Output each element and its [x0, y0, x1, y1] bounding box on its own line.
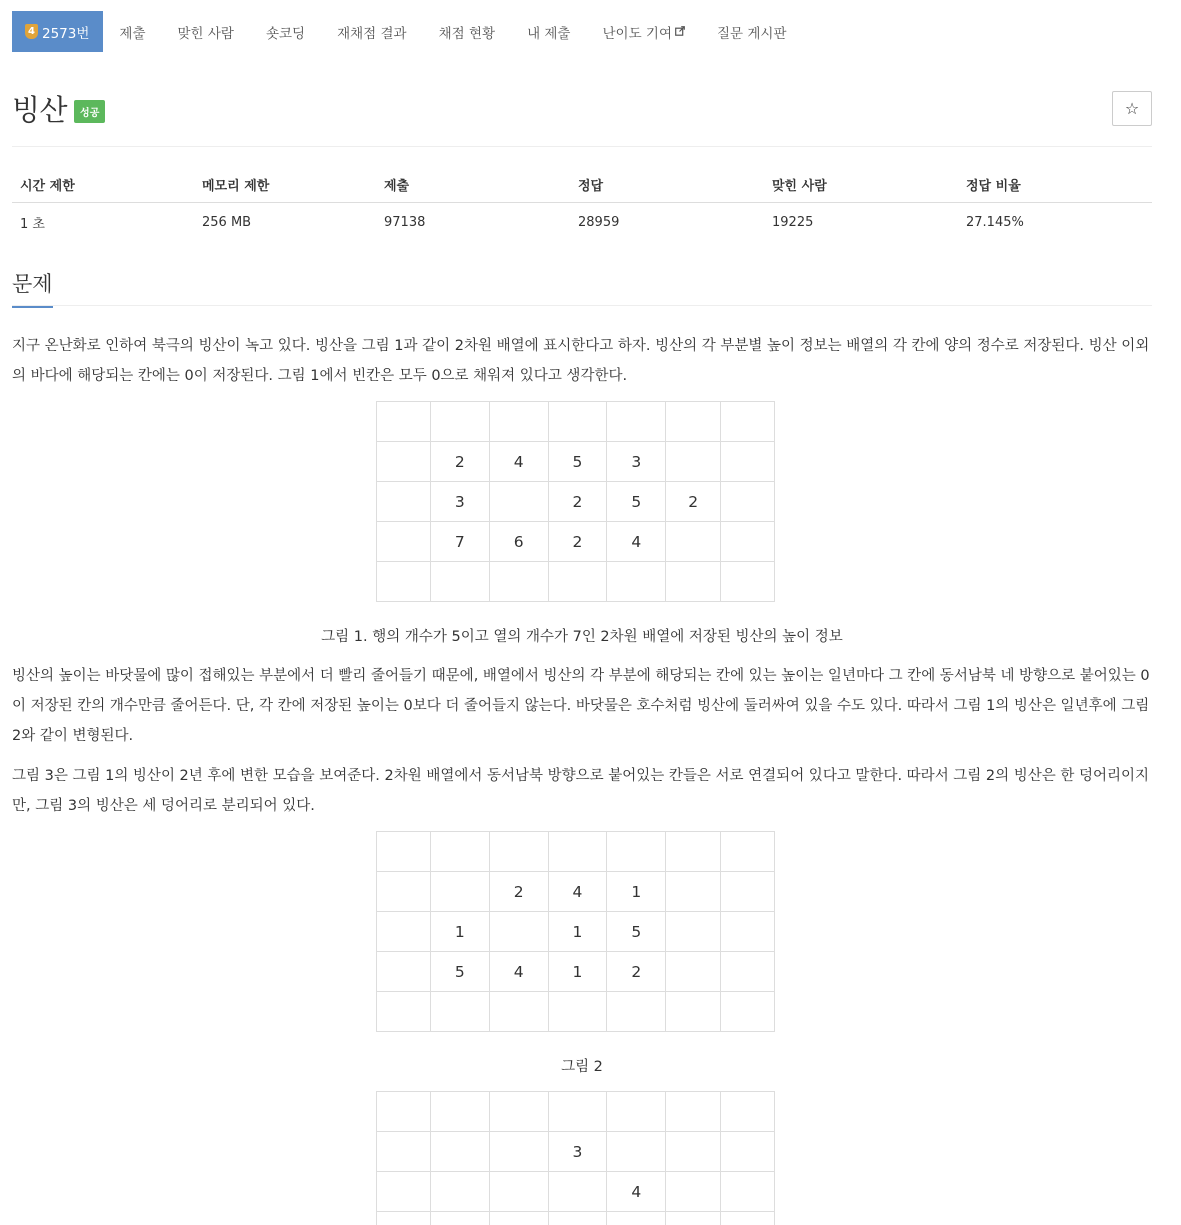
grid-cell [489, 832, 548, 872]
info-value: 19225 [772, 215, 814, 230]
grid-cell [666, 442, 721, 482]
grid-cell [489, 402, 548, 442]
problem-info-table [12, 166, 1152, 240]
grid-cell [430, 872, 489, 912]
grid-cell [377, 1132, 431, 1172]
grid-cell: 6 [489, 522, 548, 562]
figure-3-grid [376, 1091, 775, 1225]
grid-row [377, 832, 775, 872]
info-header-row [12, 166, 1152, 203]
grid-row [377, 1092, 775, 1132]
grid-cell [721, 912, 775, 952]
grid-cell [548, 1212, 607, 1225]
grid-cell: 2 [548, 522, 607, 562]
grid-cell [430, 562, 489, 602]
grid-cell [489, 1092, 548, 1132]
grid-cell [489, 482, 548, 522]
grid-cell: 1 [548, 912, 607, 952]
grid-cell: 2 [607, 952, 666, 992]
grid-cell [377, 952, 431, 992]
grid-row [377, 872, 775, 912]
grid-cell [430, 1172, 489, 1212]
external-link-icon [675, 26, 685, 36]
grid-cell: 5 [430, 952, 489, 992]
grid-cell [666, 402, 721, 442]
info-value: 256 MB [202, 215, 252, 230]
grid-row [377, 912, 775, 952]
grid-cell [377, 992, 431, 1032]
grid-cell [607, 832, 666, 872]
grid-row [377, 482, 775, 522]
grid-cell [430, 402, 489, 442]
grid-cell [607, 1092, 666, 1132]
nav-item-short-coding[interactable]: 숏코딩 [265, 25, 306, 42]
problem-paragraph: 지구 온난화로 인하여 북극의 빙산이 녹고 있다. 빙산을 그림 1과 같이 2차원 배열에 표시한다고 하자. 빙산의 각 부분별 높이 정보는 배열의 각 칸에 양의 정수로 저장된다. 빙산 이외의 바다에 해당되는 칸에는 0이 저장된다. 그림 1에서 빈칸은 모두 0으로 채워져 있다고 생각한다. [12, 338, 1150, 384]
nav-item-rejudge-results[interactable]: 재채점 결과 [337, 25, 407, 42]
nav-item-submit[interactable]: 제출 [119, 25, 146, 42]
info-value: 1 초 [20, 217, 45, 232]
info-header: 정답 [570, 166, 764, 203]
grid-cell [607, 992, 666, 1032]
grid-cell: 2 [548, 482, 607, 522]
grid-cell [489, 1212, 548, 1225]
grid-cell [721, 562, 775, 602]
grid-cell [607, 402, 666, 442]
grid-cell: 4 [607, 522, 666, 562]
grid-cell: 5 [548, 442, 607, 482]
star-icon: ☆ [1124, 99, 1140, 118]
grid-cell [607, 562, 666, 602]
grid-cell [721, 832, 775, 872]
grid-cell [666, 522, 721, 562]
grid-cell [377, 522, 431, 562]
grid-cell [377, 912, 431, 952]
grid-cell [377, 1092, 431, 1132]
grid-row [377, 1132, 775, 1172]
grid-row [377, 442, 775, 482]
figure-1-caption: 그림 1. 행의 개수가 5이고 열의 개수가 7인 2차원 배열에 저장된 빙산의 높이 정보 [321, 629, 843, 645]
grid-row [377, 562, 775, 602]
grid-cell [377, 562, 431, 602]
grid-row [377, 992, 775, 1032]
nav-item-judge-status[interactable]: 채점 현황 [438, 25, 496, 42]
grid-cell [666, 1092, 721, 1132]
grid-row [377, 1172, 775, 1212]
nav-item-difficulty-contribution[interactable] [586, 11, 701, 52]
info-value: 28959 [578, 215, 620, 230]
grid-cell [666, 832, 721, 872]
grid-cell [489, 1132, 548, 1172]
grid-cell [548, 402, 607, 442]
info-header: 정답 비율 [958, 166, 1152, 203]
nav-problem-id: 2573번 [42, 25, 90, 42]
grid-cell: 1 [430, 912, 489, 952]
grid-row [377, 1212, 775, 1225]
info-header: 메모리 제한 [194, 166, 376, 203]
grid-cell [721, 992, 775, 1032]
grid-cell [430, 1212, 489, 1225]
grid-cell [430, 832, 489, 872]
grid-cell [489, 992, 548, 1032]
grid-cell: 7 [430, 522, 489, 562]
grid-cell [607, 1132, 666, 1172]
grid-cell: 3 [430, 482, 489, 522]
star-button[interactable] [1112, 91, 1152, 126]
grid-cell: 2 [489, 872, 548, 912]
grid-cell [607, 1212, 666, 1225]
problem-paragraph: 그림 3은 그림 1의 빙산이 2년 후에 변한 모습을 보여준다. 2차원 배열에서 동서남북 방향으로 붙어있는 칸들은 서로 연결되어 있다고 말한다. 따라서 그림 2의 빙산은 한 덩어리이지만, 그림 3의 빙산은 세 덩어리로 분리되어 있다. [12, 768, 1150, 814]
grid-cell [430, 992, 489, 1032]
grid-cell [489, 912, 548, 952]
grid-cell: 2 [430, 442, 489, 482]
grid-cell: 3 [607, 442, 666, 482]
grid-cell [721, 442, 775, 482]
nav-item-solved-users[interactable]: 맞힌 사람 [177, 25, 234, 42]
section-heading-problem: 문제 [12, 268, 53, 308]
grid-cell: 3 [548, 1132, 607, 1172]
nav-difficulty-label: 난이도 기여 [602, 25, 672, 42]
grid-cell [721, 1132, 775, 1172]
grid-cell [666, 1212, 721, 1225]
grid-cell: 1 [607, 872, 666, 912]
grid-cell [489, 1172, 548, 1212]
grid-cell: 1 [548, 952, 607, 992]
grid-cell [721, 522, 775, 562]
grid-cell [548, 562, 607, 602]
status-badge: 성공 [74, 100, 105, 123]
grid-cell [377, 832, 431, 872]
info-header: 제출 [376, 166, 570, 203]
grid-cell: 4 [548, 872, 607, 912]
info-header: 시간 제한 [12, 166, 194, 203]
grid-cell [489, 562, 548, 602]
grid-cell [548, 1172, 607, 1212]
grid-cell [721, 1212, 775, 1225]
problem-nav [12, 11, 802, 52]
grid-cell [721, 1092, 775, 1132]
grid-cell [666, 1172, 721, 1212]
grid-cell [377, 482, 431, 522]
grid-cell [721, 872, 775, 912]
grid-cell: 5 [607, 482, 666, 522]
grid-cell [548, 1092, 607, 1132]
title-divider [12, 146, 1152, 147]
grid-cell: 4 [489, 442, 548, 482]
grid-cell: 5 [607, 912, 666, 952]
grid-cell [377, 442, 431, 482]
info-value: 27.145% [966, 215, 1024, 230]
grid-cell [666, 562, 721, 602]
grid-cell: 2 [666, 482, 721, 522]
nav-item-problem[interactable] [12, 11, 103, 52]
grid-cell [377, 1212, 431, 1225]
nav-item-question-board[interactable]: 질문 게시판 [716, 25, 787, 42]
grid-row [377, 952, 775, 992]
grid-cell [548, 992, 607, 1032]
problem-title-wrap [12, 88, 105, 129]
grid-cell [666, 992, 721, 1032]
figure-2-caption: 그림 2 [561, 1059, 603, 1075]
figure-2-grid [376, 831, 775, 1032]
grid-cell [377, 1172, 431, 1212]
grid-cell [548, 832, 607, 872]
problem-paragraph: 빙산의 높이는 바닷물에 많이 접해있는 부분에서 더 빨리 줄어들기 때문에, 배열에서 빙산의 각 부분에 해당되는 칸에 있는 높이는 일년마다 그 칸에 동서남북 네 방향으로 붙어있는 0이 저장된 칸의 개수만큼 줄어든다. 단, 각 칸에 저장된 높이는 0보다 더 줄어들지 않는다. 바닷물은 호수처럼 빙산에 둘러싸여 있을 수도 있다. 따라서 그림 1의 빙산은 일년후에 그림 2와 같이 변형된다. [12, 668, 1150, 744]
grid-cell [430, 1092, 489, 1132]
grid-cell [430, 1132, 489, 1172]
grid-cell [721, 952, 775, 992]
info-header: 맞힌 사람 [764, 166, 958, 203]
tier-badge-icon: 4 [25, 24, 38, 39]
nav-item-my-submissions[interactable]: 내 제출 [527, 25, 571, 42]
grid-cell [721, 1172, 775, 1212]
info-value-row [12, 203, 1152, 241]
grid-cell [377, 872, 431, 912]
grid-cell: 4 [489, 952, 548, 992]
grid-cell [721, 482, 775, 522]
grid-row [377, 522, 775, 562]
info-value: 97138 [384, 215, 426, 230]
grid-cell [377, 402, 431, 442]
grid-cell [721, 402, 775, 442]
grid-cell: 4 [607, 1172, 666, 1212]
figure-1-grid [376, 401, 775, 602]
grid-cell [666, 872, 721, 912]
grid-cell [666, 952, 721, 992]
grid-cell [666, 1132, 721, 1172]
section-divider [12, 305, 1152, 306]
grid-row [377, 402, 775, 442]
page-title: 빙산 [12, 93, 68, 127]
grid-cell [666, 912, 721, 952]
